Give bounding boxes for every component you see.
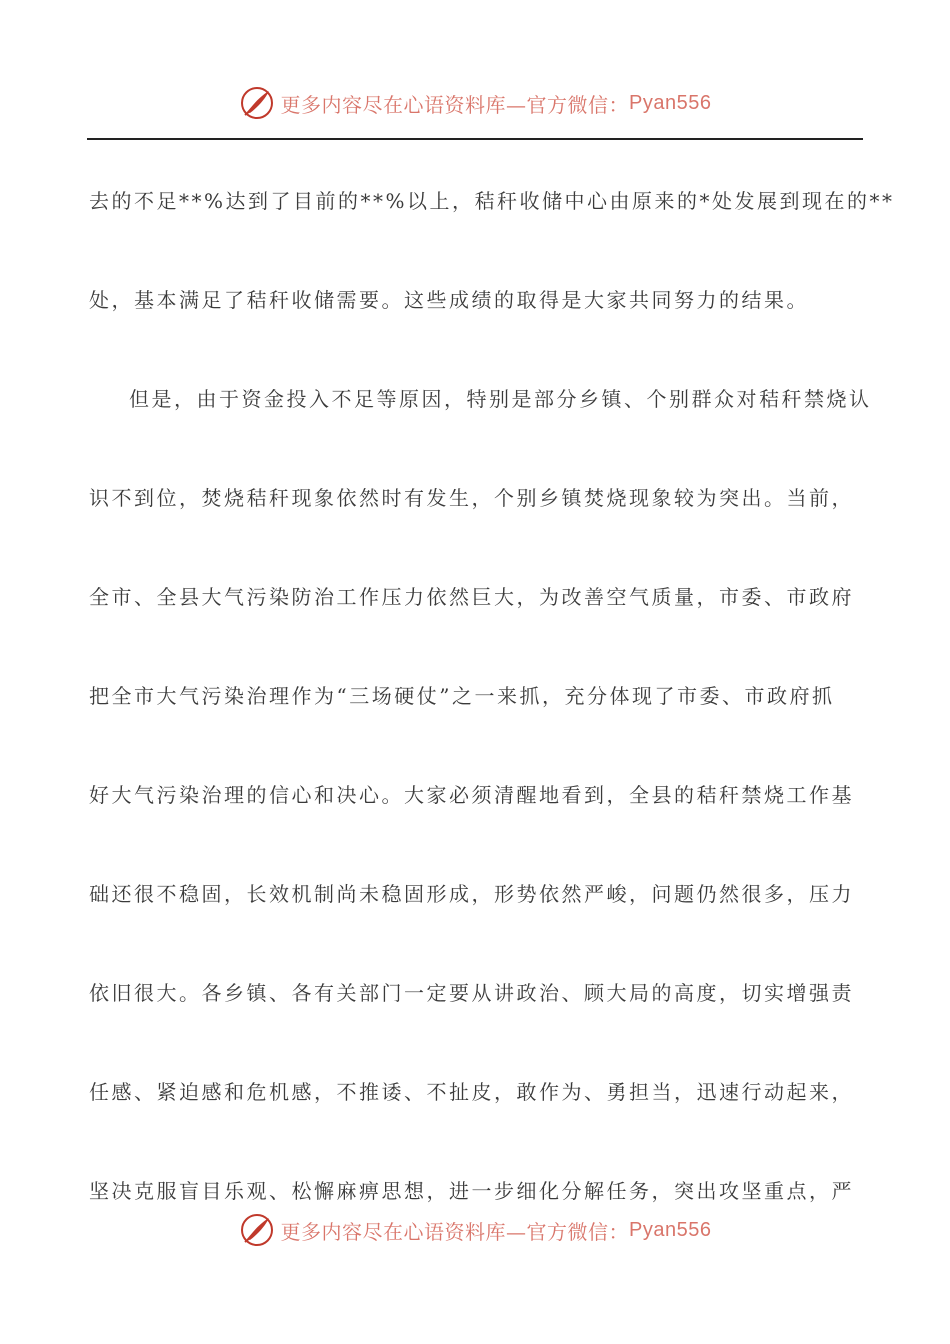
body-line: 把全市大气污染治理作为“三场硬仗”之一来抓，充分体现了市委、市政府抓 [89,684,835,708]
footer-banner [0,1212,950,1248]
header-banner-code: Pyan556 [629,91,712,114]
quill-logo-icon [239,1212,275,1248]
body-line: 任感、紧迫感和危机感，不推诿、不扯皮，敢作为、勇担当，迅速行动起来， [89,1080,854,1104]
body-line: 识不到位，焚烧秸秆现象依然时有发生，个别乡镇焚烧现象较为突出。当前， [89,486,854,510]
body-line: 全市、全县大气污染防治工作压力依然巨大，为改善空气质量，市委、市政府 [89,585,854,609]
footer-banner-code: Pyan556 [629,1218,712,1241]
body-line: 好大气污染治理的信心和决心。大家必须清醒地看到，全县的秸秆禁烧工作基 [89,783,854,807]
paragraph-start-line: 但是，由于资金投入不足等原因，特别是部分乡镇、个别群众对秸秆禁烧认 [129,387,872,411]
header-divider [87,138,863,140]
body-line: 依旧很大。各乡镇、各有关部门一定要从讲政治、顾大局的高度，切实增强责 [89,981,854,1005]
header-banner [0,85,950,121]
header-banner-text: 更多内容尽在心语资料库—官方微信： [280,92,630,117]
body-line: 坚决克服盲目乐观、松懈麻痹思想，进一步细化分解任务，突出攻坚重点，严 [89,1179,854,1203]
footer-banner-text: 更多内容尽在心语资料库—官方微信： [280,1219,630,1244]
body-line: 处，基本满足了秸秆收储需要。这些成绩的取得是大家共同努力的结果。 [89,288,809,312]
document-body [89,152,895,1241]
body-line: 去的不足**%达到了目前的**%以上，秸秆收储中心由原来的*处发展到现在的** [89,189,895,213]
quill-logo-icon [239,85,275,121]
body-line: 础还很不稳固，长效机制尚未稳固形成，形势依然严峻，问题仍然很多，压力 [89,882,854,906]
